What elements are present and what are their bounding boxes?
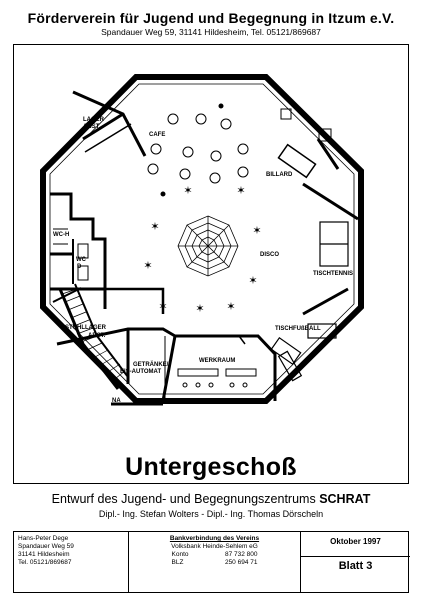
architects-line: Dipl.- Ing. Stefan Wolters - Dipl.- Ing. Thomas Dörscheln xyxy=(98,509,324,519)
blz-label: BLZ xyxy=(171,559,184,566)
bank-blz-row xyxy=(133,559,296,567)
svg-text:✶: ✶ xyxy=(236,185,246,197)
sheet-number: Blatt 3 xyxy=(338,560,373,572)
label-stuhllager: STUHLLAGER xyxy=(65,325,106,331)
disco-dancefloor xyxy=(178,216,238,276)
project-name: SCHRAT xyxy=(319,492,371,506)
label-werkraum: WERKRAUM xyxy=(199,358,236,364)
svg-text:✶: ✶ xyxy=(248,275,258,287)
label-eis-automat: EIS-AUTOMAT xyxy=(120,369,162,375)
sheet-block xyxy=(301,532,410,592)
project-subtitle xyxy=(0,492,422,506)
bank-heading: Bankverbindung des Vereins xyxy=(169,535,260,542)
label-tischfussball: TISCHFUßBALL xyxy=(275,326,321,332)
account-number: 87 732 800 xyxy=(224,551,258,558)
svg-text:✶: ✶ xyxy=(195,303,205,315)
plan-title: Untergeschoß xyxy=(125,453,297,481)
svg-text:✶: ✶ xyxy=(150,221,160,233)
label-wc-d: D xyxy=(77,264,82,270)
svg-text:✶: ✶ xyxy=(158,301,168,313)
account-label: Konto xyxy=(171,551,189,558)
title-block xyxy=(13,531,409,593)
workshop-benches xyxy=(178,369,256,387)
label-na: NA xyxy=(112,398,121,404)
project-subtitle-prefix: Entwurf des Jugend- und Begegnungszentrums xyxy=(51,492,320,506)
sheet-divider xyxy=(301,556,410,557)
label-stuhllager-abst: ABST. xyxy=(88,333,106,339)
contact-street: Spandauer Weg 59 xyxy=(18,543,74,550)
contact-city: 31141 Hildesheim xyxy=(18,551,70,558)
label-billard: BILLARD xyxy=(266,172,293,178)
label-disco: DISCO xyxy=(260,252,280,258)
cafe-tables xyxy=(148,104,248,196)
svg-text:✶: ✶ xyxy=(183,185,193,197)
contact-name: Hans-Peter Dege xyxy=(18,535,69,542)
date: Oktober 1997 xyxy=(330,537,381,546)
disco-light-markers xyxy=(143,185,261,315)
label-getraenke: GETRÄNKE/ xyxy=(133,362,169,368)
bank-name: Volksbank Heinde-Sehlem eG xyxy=(171,543,258,550)
label-wc: WC xyxy=(76,257,86,263)
blz-number: 250 694 71 xyxy=(224,559,258,566)
label-tischtennis: TISCHTENNIS xyxy=(313,271,354,277)
contact-block xyxy=(14,532,129,592)
label-cafe: CAFE xyxy=(149,132,166,138)
label-wch: WC-H xyxy=(53,232,70,238)
floor-plan xyxy=(13,44,409,484)
partition-walls xyxy=(303,139,358,314)
foosball-tables xyxy=(271,324,336,381)
bank-block xyxy=(129,532,301,592)
contact-phone: Tel. 05121/869687 xyxy=(18,559,72,566)
svg-text:✶: ✶ xyxy=(226,301,236,313)
label-lager: LAGER xyxy=(83,117,104,123)
association-title: Förderverein für Jugend und Begegnung in Itzum e.V. xyxy=(27,10,395,26)
bank-account-row xyxy=(133,551,296,559)
association-address: Spandauer Weg 59, 31141 Hildesheim, Tel. 05121/869687 xyxy=(101,27,321,37)
svg-text:✶: ✶ xyxy=(143,260,153,272)
svg-text:✶: ✶ xyxy=(252,225,262,237)
table-tennis-table xyxy=(320,222,348,266)
label-lager-abst: ABST. xyxy=(83,124,101,130)
